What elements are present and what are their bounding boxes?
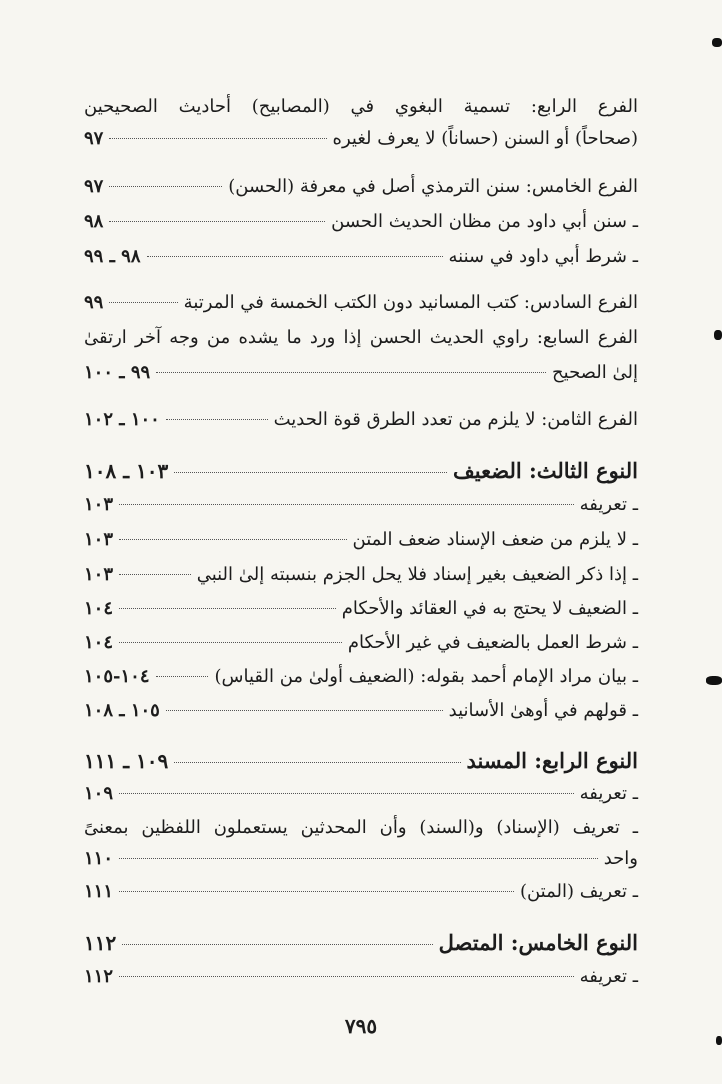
toc-entry-text: الفرع الخامس: سنن الترمذي أصل في معرفة (الحسن): [228, 176, 638, 197]
toc-entry-text: ـ بيان مراد الإمام أحمد بقوله: (الضعيف أولىٰ من القياس): [214, 666, 638, 687]
toc-entry: [84, 124, 638, 154]
toc-entry-page: ١٠٠ ـ ١٠٢: [84, 409, 160, 430]
leader-dots: [109, 302, 177, 303]
leader-dots: [119, 539, 346, 540]
leader-dots: [122, 944, 432, 945]
toc-entry-text: ـ سنن أبي داود من مظان الحديث الحسن: [331, 211, 638, 232]
scan-mark: [712, 38, 722, 47]
section-heading-text: النوع الرابع: المسند: [466, 748, 638, 773]
toc-entry-page: ١١٠: [84, 848, 114, 869]
toc-entry: [84, 560, 638, 590]
toc-entry: [84, 628, 638, 658]
toc-entry: [84, 594, 638, 624]
toc-entry-page: ١١٢: [84, 966, 114, 987]
toc-entry-text: (صحاحاً) أو السنن (حساناً) لا يعرف لغيره: [332, 128, 638, 149]
toc-entry: [84, 525, 638, 555]
page-number: ٧٩٥: [344, 1014, 378, 1038]
toc-entry-text: ـ الضعيف لا يحتج به في العقائد والأحكام: [341, 598, 638, 619]
toc-entry-text: الفرع الثامن: لا يلزم من تعدد الطرق قوة الحديث: [273, 409, 638, 430]
toc-entry: [84, 288, 638, 318]
toc-entry-page: ١٠٣: [84, 564, 114, 585]
scan-mark: [706, 676, 722, 685]
toc-entry-text: ـ شرط أبي داود في سننه: [448, 246, 638, 267]
toc-entry-page: ١٠٤: [84, 598, 114, 619]
toc-entry-text: الفرع السادس: كتب المسانيد دون الكتب الخمسة في المرتبة: [183, 292, 638, 313]
scan-mark: [714, 330, 722, 340]
toc-entry-page: ١١١: [84, 881, 114, 902]
toc-entry-page: ٩٩ ـ ١٠٠: [84, 362, 151, 383]
toc-entry: [84, 207, 638, 237]
toc-entry: [84, 358, 638, 388]
toc-entry-text: واحد: [603, 848, 638, 869]
section-heading-text: النوع الثالث: الضعيف: [453, 458, 638, 483]
toc-entry-page: ١٠٩: [84, 783, 114, 804]
toc-entry-page: ١٠٤: [84, 632, 114, 653]
section-heading-page: ١٠٣ ـ ١٠٨: [84, 459, 169, 483]
toc-entry-text: ـ تعريف (المتن): [519, 881, 638, 902]
toc-entry-text: ـ إذا ذكر الضعيف بغير إسناد فلا يحل الجزم بنسبته إلىٰ النبي: [196, 564, 638, 585]
section-heading-text: النوع الخامس: المتصل: [438, 930, 638, 955]
toc-entry-text: ـ شرط العمل بالضعيف في غير الأحكام: [347, 632, 638, 653]
leader-dots: [119, 858, 598, 859]
leader-dots: [119, 608, 336, 609]
toc-entry-page: ١٠٣: [84, 529, 114, 550]
leader-dots: [109, 221, 325, 222]
toc-entry: [84, 490, 638, 520]
toc-entry-line: الفرع السابع: راوي الحديث الحسن إذا ورد ما يشده من وجه آخر ارتقىٰ: [84, 327, 638, 348]
toc-entry-page: ٩٧: [84, 128, 104, 149]
scan-mark: [716, 1036, 722, 1045]
leader-dots: [166, 419, 268, 420]
toc-entry-text: ـ تعريفه: [579, 494, 638, 515]
toc-entry-line: الفرع الرابع: تسمية البغوي في (المصابيح) أحاديث الصحيحين: [84, 96, 638, 117]
leader-dots: [119, 976, 574, 977]
leader-dots: [119, 793, 574, 794]
toc-entry: [84, 662, 638, 692]
leader-dots: [174, 472, 447, 473]
leader-dots: [174, 762, 460, 763]
toc-entry: [84, 242, 638, 272]
toc-entry: [84, 172, 638, 202]
toc-entry-page: ٩٩: [84, 292, 104, 313]
leader-dots: [119, 642, 342, 643]
toc-entry: [84, 696, 638, 726]
toc-section-heading: [84, 454, 638, 488]
leader-dots: [119, 891, 514, 892]
toc-entry: [84, 779, 638, 809]
toc-entry: [84, 877, 638, 907]
toc-entry-page: ١٠٤-١٠٥: [84, 666, 150, 687]
toc-entry-page: ٩٨ ـ ٩٩: [84, 246, 141, 267]
toc-entry: [84, 962, 638, 992]
toc-entry: [84, 844, 638, 874]
leader-dots: [156, 372, 546, 373]
toc-entry-text: ـ تعريفه: [579, 783, 638, 804]
leader-dots: [109, 138, 326, 139]
toc-entry-text: ـ تعريفه: [579, 966, 638, 987]
toc-entry-page: ١٠٣: [84, 494, 114, 515]
leader-dots: [156, 676, 209, 677]
leader-dots: [166, 710, 443, 711]
leader-dots: [119, 574, 191, 575]
section-heading-page: ١١٢: [84, 931, 117, 955]
toc-entry-text: ـ لا يلزم من ضعف الإسناد ضعف المتن: [352, 529, 638, 550]
leader-dots: [147, 256, 443, 257]
toc-entry-page: ١٠٥ ـ ١٠٨: [84, 700, 160, 721]
toc-entry: [84, 405, 638, 435]
toc-entry-line: ـ تعريف (الإسناد) و(السند) وأن المحدثين يستعملون اللفظين بمعنىً: [84, 817, 638, 838]
section-heading-page: ١٠٩ ـ ١١١: [84, 749, 169, 773]
toc-entry-text: إلىٰ الصحيح: [552, 362, 638, 383]
toc-entry-page: ٩٨: [84, 211, 104, 232]
toc-entry-text: ـ قولهم في أوهىٰ الأسانيد: [448, 700, 638, 721]
toc-entry-page: ٩٧: [84, 176, 104, 197]
toc-section-heading: [84, 926, 638, 960]
leader-dots: [119, 504, 574, 505]
leader-dots: [109, 186, 222, 187]
toc-section-heading: [84, 744, 638, 778]
